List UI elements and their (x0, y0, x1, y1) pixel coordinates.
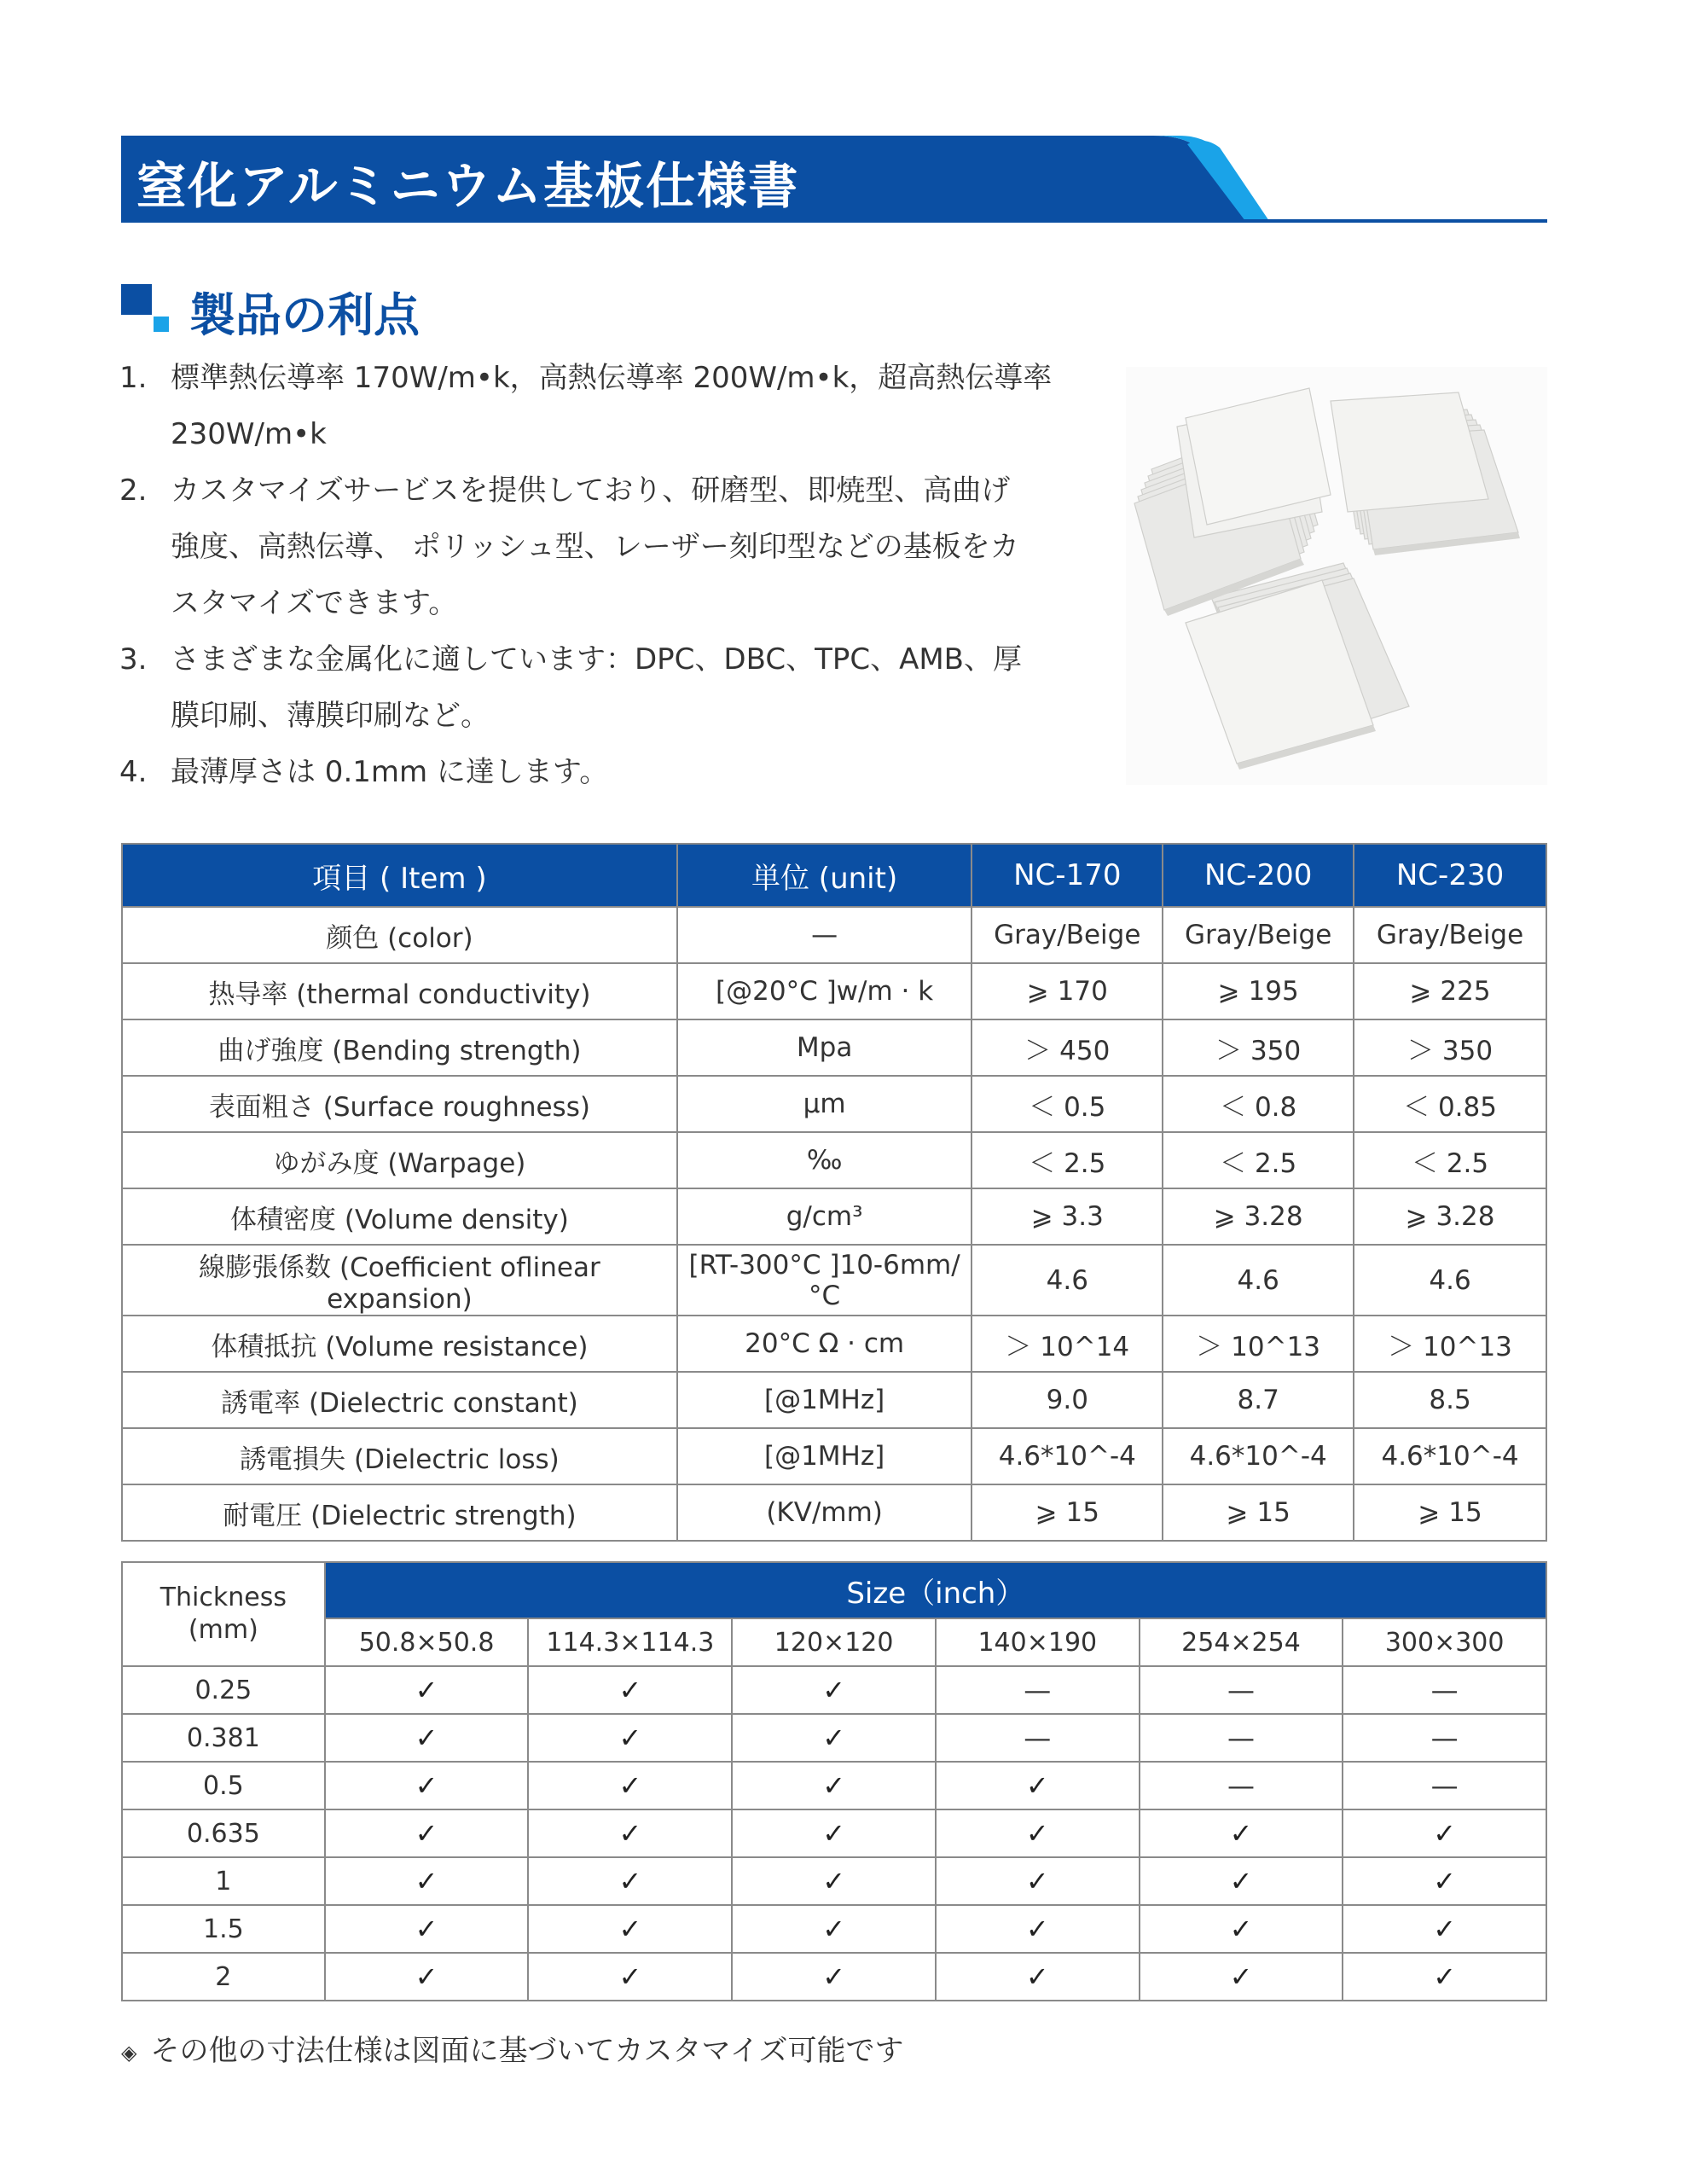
table-row (122, 1188, 1546, 1245)
spec-value: 9.0 (972, 1372, 1163, 1428)
availability-cell: ✓ (936, 1762, 1140, 1809)
table-row (122, 1905, 1546, 1953)
availability-cell: ✓ (325, 1953, 529, 2001)
table-row (122, 1428, 1546, 1484)
table-row (122, 1953, 1546, 2001)
size-columns-row (122, 1618, 1546, 1666)
size-header-row (122, 1562, 1546, 1618)
advantage-line: 標準熱伝導率 170W/m•k，高熱伝導率 200W/m•k，超高熱伝導率 (171, 361, 1053, 395)
advantage-line: 膜印刷、薄膜印刷など。 (171, 699, 490, 733)
availability-cell: ✓ (1343, 1809, 1546, 1857)
spec-value: ⩾ 3.28 (1354, 1188, 1546, 1245)
spec-value: ＞ 10^13 (1163, 1316, 1354, 1372)
spec-value: ⩾ 170 (972, 963, 1163, 1019)
thickness-value: 1 (122, 1857, 325, 1905)
spec-value: Gray/Beige (972, 907, 1163, 963)
size-header: Size（inch） (325, 1562, 1546, 1618)
spec-item: 颜色 (color) (122, 907, 677, 963)
availability-cell: ✓ (1140, 1905, 1343, 1953)
thickness-value: 0.25 (122, 1666, 325, 1714)
spec-unit: — (677, 907, 972, 963)
spec-item: 耐電圧 (Dielectric strength) (122, 1484, 677, 1541)
availability-cell: — (1343, 1762, 1546, 1809)
table-row (122, 1372, 1546, 1428)
advantage-number: 2. (119, 473, 148, 508)
advantage-line: カスタマイズサービスを提供しており、研磨型、即焼型、高曲げ (171, 473, 1011, 508)
availability-cell: ✓ (936, 1953, 1140, 2001)
thickness-value: 0.381 (122, 1714, 325, 1762)
thickness-value: 0.635 (122, 1809, 325, 1857)
spec-value: ⩾ 15 (1354, 1484, 1546, 1541)
diamond-bullet-icon: ◈ (121, 2040, 137, 2065)
size-column-label: 50.8×50.8 (325, 1618, 529, 1666)
spec-unit: [RT-300°C ]10-6mm/°C (677, 1245, 972, 1316)
spec-value: ＞ 10^14 (972, 1316, 1163, 1372)
spec-value: 4.6 (1163, 1245, 1354, 1316)
thickness-value: 0.5 (122, 1762, 325, 1809)
thickness-value: 2 (122, 1953, 325, 2001)
spec-value: ⩾ 15 (972, 1484, 1163, 1541)
table-row (122, 1484, 1546, 1541)
availability-cell: ✓ (325, 1905, 529, 1953)
availability-cell: ✓ (528, 1666, 732, 1714)
spec-value: ＞ 10^13 (1354, 1316, 1546, 1372)
spec-unit: [@1MHz] (677, 1428, 972, 1484)
product-photo (1126, 367, 1547, 785)
availability-cell: ✓ (936, 1857, 1140, 1905)
spec-value: ⩾ 3.28 (1163, 1188, 1354, 1245)
spec-value: ⩾ 15 (1163, 1484, 1354, 1541)
size-column-label: 254×254 (1140, 1618, 1343, 1666)
advantage-number: 1. (119, 361, 148, 395)
spec-value: Gray/Beige (1354, 907, 1546, 963)
advantage-item (119, 350, 1100, 462)
spec-value: ＜ 0.5 (972, 1076, 1163, 1132)
spec-value: ＞ 450 (972, 1019, 1163, 1076)
spec-unit: μm (677, 1076, 972, 1132)
availability-cell: — (1140, 1762, 1343, 1809)
availability-cell: ✓ (325, 1762, 529, 1809)
availability-cell: ✓ (1343, 1953, 1546, 2001)
table-row (122, 1714, 1546, 1762)
spec-value: 4.6*10^-4 (972, 1428, 1163, 1484)
spec-unit: Mpa (677, 1019, 972, 1076)
spec-value: 4.6 (972, 1245, 1163, 1316)
spec-item: 曲げ強度 (Bending strength) (122, 1019, 677, 1076)
availability-cell: ✓ (325, 1809, 529, 1857)
footnote-text: その他の寸法仕様は図面に基づいてカスタマイズ可能です (150, 2034, 904, 2068)
availability-cell: ✓ (528, 1714, 732, 1762)
availability-cell: ✓ (528, 1953, 732, 2001)
footnote (121, 2027, 903, 2069)
section-title: 製品の利点 (189, 288, 420, 342)
availability-cell: ✓ (1140, 1857, 1343, 1905)
availability-cell: ✓ (732, 1762, 936, 1809)
spec-unit: 20°C Ω · cm (677, 1316, 972, 1372)
spec-unit: g/cm³ (677, 1188, 972, 1245)
size-column-label: 140×190 (936, 1618, 1140, 1666)
advantage-line: 230W/m•k (171, 417, 327, 451)
size-column-label: 114.3×114.3 (528, 1618, 732, 1666)
size-column-label: 300×300 (1343, 1618, 1546, 1666)
table-row (122, 1809, 1546, 1857)
availability-cell: — (1343, 1666, 1546, 1714)
availability-cell: — (936, 1714, 1140, 1762)
advantage-number: 3. (119, 642, 148, 677)
availability-cell: ✓ (732, 1953, 936, 2001)
size-column-label: 120×120 (732, 1618, 936, 1666)
spec-header-nc170: NC-170 (972, 844, 1163, 907)
spec-table (121, 843, 1547, 1542)
spec-value: ＜ 0.8 (1163, 1076, 1354, 1132)
availability-cell: — (1343, 1714, 1546, 1762)
availability-cell: ✓ (1140, 1809, 1343, 1857)
advantage-line: さまざまな金属化に適しています：DPC、DBC、TPC、AMB、厚 (171, 642, 1023, 677)
spec-value: 4.6 (1354, 1245, 1546, 1316)
spec-value: ⩾ 225 (1354, 963, 1546, 1019)
advantage-item (119, 744, 1100, 800)
spec-header-row (122, 844, 1546, 907)
section-heading (121, 277, 718, 342)
spec-header-item: 項目 ( Item ) (122, 844, 677, 907)
spec-item: 線膨張係数 (Coefficient oflinear expansion) (122, 1245, 677, 1316)
availability-cell: — (936, 1666, 1140, 1714)
availability-cell: ✓ (325, 1666, 529, 1714)
availability-cell: ✓ (732, 1666, 936, 1714)
title-banner (121, 136, 1547, 223)
spec-value: ⩾ 3.3 (972, 1188, 1163, 1245)
spec-item: 誘電率 (Dielectric constant) (122, 1372, 677, 1428)
availability-cell: — (1140, 1666, 1343, 1714)
spec-item: ゆがみ度 (Warpage) (122, 1132, 677, 1188)
availability-cell: ✓ (528, 1857, 732, 1905)
square-bullet-icon (121, 284, 171, 334)
availability-cell: — (1140, 1714, 1343, 1762)
spec-value: 8.7 (1163, 1372, 1354, 1428)
substrate-stacks-image (1126, 367, 1547, 785)
spec-value: ＞ 350 (1163, 1019, 1354, 1076)
size-table (121, 1561, 1547, 2001)
availability-cell: ✓ (528, 1809, 732, 1857)
spec-item: 体積密度 (Volume density) (122, 1188, 677, 1245)
availability-cell: ✓ (732, 1905, 936, 1953)
advantage-item (119, 631, 1100, 744)
advantage-line: 強度、高熱伝導、 ポリッシュ型、レーザー刻印型などの基板をカ (171, 530, 1019, 564)
thickness-header-label: Thickness (160, 1583, 287, 1612)
spec-value: 4.6*10^-4 (1163, 1428, 1354, 1484)
availability-cell: ✓ (1343, 1905, 1546, 1953)
spec-value: Gray/Beige (1163, 907, 1354, 963)
table-row (122, 1076, 1546, 1132)
availability-cell: ✓ (936, 1905, 1140, 1953)
spec-item: 表面粗さ (Surface roughness) (122, 1076, 677, 1132)
table-row (122, 907, 1546, 963)
table-row (122, 1857, 1546, 1905)
table-row (122, 1019, 1546, 1076)
table-row (122, 1316, 1546, 1372)
spec-value: ＜ 2.5 (972, 1132, 1163, 1188)
spec-unit: [@20°C ]w/m · k (677, 963, 972, 1019)
availability-cell: ✓ (1140, 1953, 1343, 2001)
spec-value: ＜ 0.85 (1354, 1076, 1546, 1132)
spec-unit: ‰ (677, 1132, 972, 1188)
availability-cell: ✓ (325, 1714, 529, 1762)
thickness-value: 1.5 (122, 1905, 325, 1953)
spec-value: 8.5 (1354, 1372, 1546, 1428)
availability-cell: ✓ (528, 1905, 732, 1953)
spec-value: ＞ 350 (1354, 1019, 1546, 1076)
table-row (122, 1666, 1546, 1714)
spec-value: ＜ 2.5 (1163, 1132, 1354, 1188)
availability-cell: ✓ (732, 1714, 936, 1762)
table-row (122, 1132, 1546, 1188)
spec-value: 4.6*10^-4 (1354, 1428, 1546, 1484)
availability-cell: ✓ (936, 1809, 1140, 1857)
thickness-header-unit: (mm) (188, 1615, 258, 1645)
spec-unit: [@1MHz] (677, 1372, 972, 1428)
availability-cell: ✓ (1343, 1857, 1546, 1905)
spec-unit: (KV/mm) (677, 1484, 972, 1541)
page-title: 窒化アルミニウム基板仕様書 (136, 157, 800, 215)
spec-item: 热导率 (thermal conductivity) (122, 963, 677, 1019)
spec-header-unit: 単位 (unit) (677, 844, 972, 907)
thickness-header (122, 1562, 325, 1666)
availability-cell: ✓ (732, 1857, 936, 1905)
advantage-number: 4. (119, 755, 148, 789)
availability-cell: ✓ (732, 1809, 936, 1857)
availability-cell: ✓ (325, 1857, 529, 1905)
advantage-line: 最薄厚さは 0.1mm に達します。 (171, 755, 609, 789)
availability-cell: ✓ (528, 1762, 732, 1809)
advantage-line: スタマイズできます。 (171, 586, 458, 620)
spec-header-nc200: NC-200 (1163, 844, 1354, 907)
spec-header-nc230: NC-230 (1354, 844, 1546, 907)
spec-item: 誘電損失 (Dielectric loss) (122, 1428, 677, 1484)
spec-value: ⩾ 195 (1163, 963, 1354, 1019)
spec-value: ＜ 2.5 (1354, 1132, 1546, 1188)
table-row (122, 1762, 1546, 1809)
advantages-list (119, 350, 1100, 800)
table-row (122, 963, 1546, 1019)
advantage-item (119, 462, 1100, 631)
spec-item: 体積抵抗 (Volume resistance) (122, 1316, 677, 1372)
table-row (122, 1245, 1546, 1316)
